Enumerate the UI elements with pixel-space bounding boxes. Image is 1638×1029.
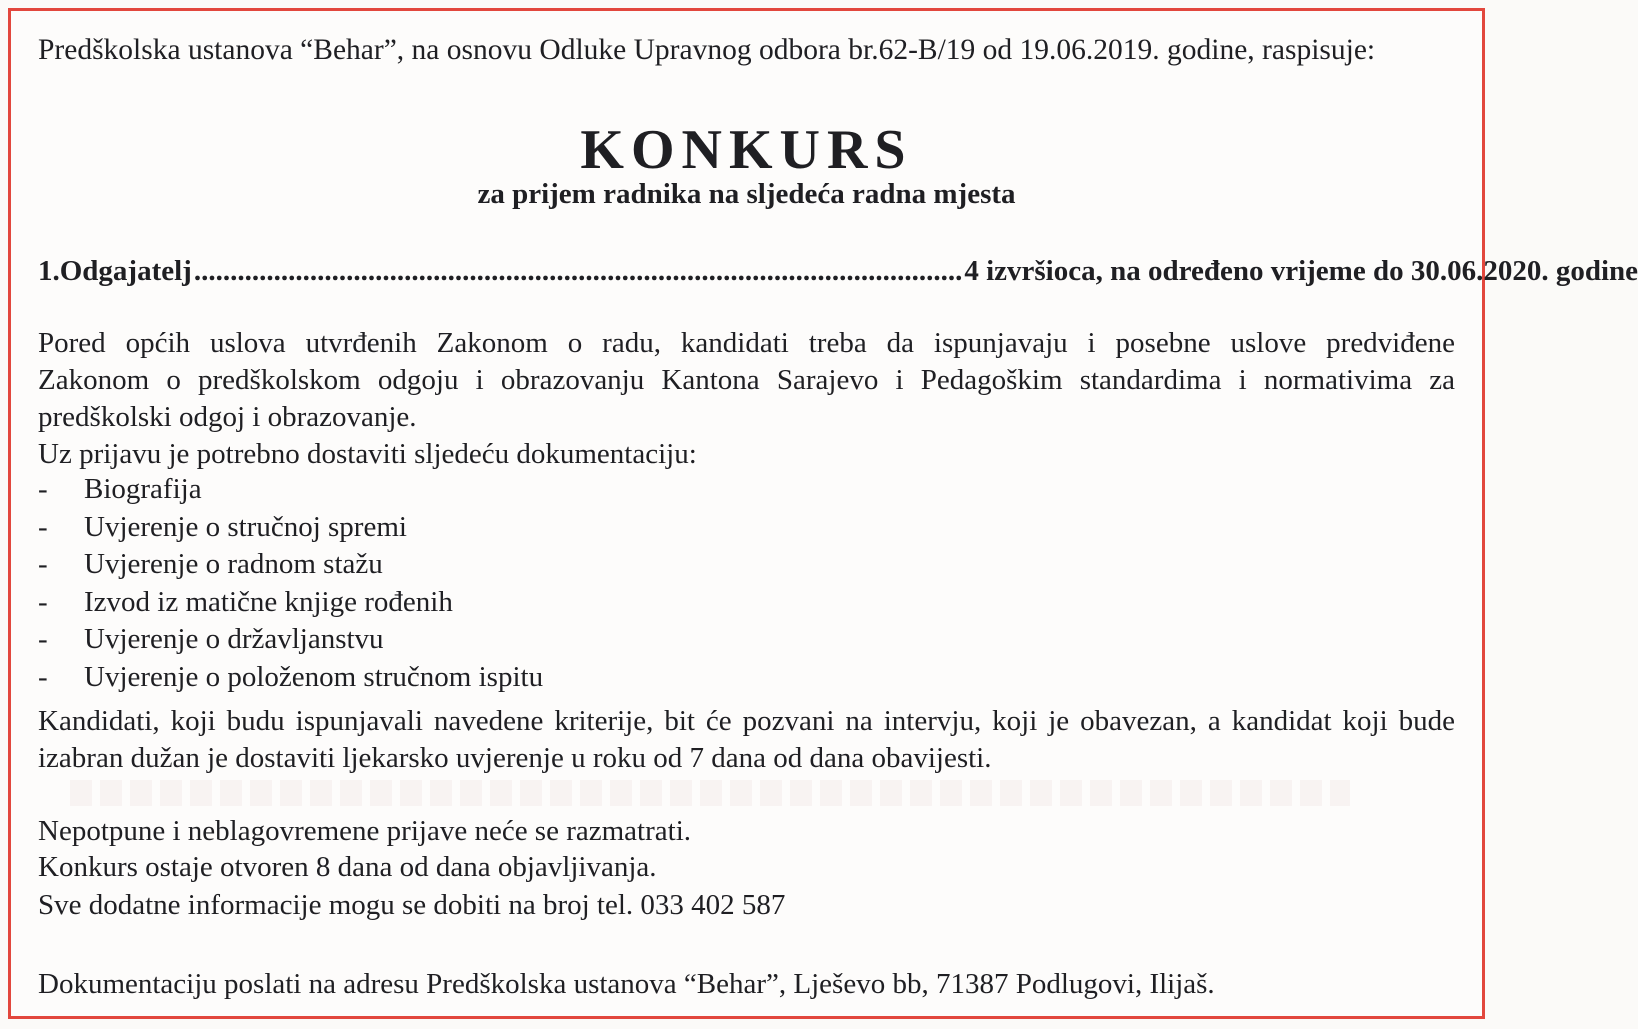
conditions-line: Pored općih uslova utvrđenih Zakonom o radu, kandidati treba da ispunjavaju i posebne uslove predviđene <box>38 327 1455 359</box>
list-item <box>38 584 543 622</box>
bullet-dash: - <box>38 510 48 543</box>
position-name: Odgajatelj <box>59 255 192 287</box>
document-title: KONKURS <box>580 119 913 181</box>
document-item: Biografija <box>84 473 202 505</box>
position-leader-dots: .......................................................................................................... <box>193 255 963 287</box>
bullet-dash: - <box>38 623 48 655</box>
position-number: 1. <box>38 255 60 287</box>
documents-list <box>38 471 543 696</box>
note-open-period: Konkurs ostaje otvoren 8 dana od dana objavljivanja. <box>38 851 657 883</box>
document-item: Uvjerenje o stručnoj spremi <box>84 510 407 543</box>
note-incomplete: Nepotpune i neblagovremene prijave neće se razmatrati. <box>38 815 691 847</box>
list-item <box>38 621 543 659</box>
interview-line: izabran dužan je dostaviti ljekarsko uvjerenje u roku od 7 dana od dana obavijesti. <box>38 742 992 774</box>
interview-paragraph <box>38 703 1455 777</box>
address-text: Dokumentaciju poslati na adresu Predškolska ustanova “Behar”, Lješevo bb, 71387 Podlugovi, Ilijaš. <box>38 968 1215 1000</box>
list-item <box>38 659 543 697</box>
document-subtitle: za prijem radnika na sljedeća radna mjesta <box>477 178 1016 210</box>
bullet-dash: - <box>38 660 48 693</box>
document-item: Uvjerenje o radnom stažu <box>84 548 383 580</box>
note-contact-phone: Sve dodatne informacije mogu se dobiti na broj tel. 033 402 587 <box>38 889 786 921</box>
bullet-dash: - <box>38 548 48 580</box>
list-item <box>38 509 543 547</box>
bullet-dash: - <box>38 473 48 505</box>
conditions-line: predškolski odgoj i obrazovanje. <box>38 401 417 433</box>
document-item: Izvod iz matične knjige rođenih <box>84 585 453 618</box>
bullet-dash: - <box>38 585 48 618</box>
document-item: Uvjerenje o položenom stručnom ispitu <box>84 660 544 693</box>
interview-line: Kandidati, koji budu ispunjavali navedene kriterije, bit će pozvani na intervju, koji je obavezan, a kandidat koji bude <box>38 705 1455 737</box>
list-item <box>38 546 543 584</box>
conditions-paragraph <box>38 325 1455 473</box>
document-item: Uvjerenje o državljanstvu <box>84 623 384 655</box>
documents-intro: Uz prijavu je potrebno dostaviti sljedeću dokumentaciju: <box>38 438 697 470</box>
intro-text: Predškolska ustanova “Behar”, na osnovu Odluke Upravnog odbora br.62-B/19 od 19.06.2019. godine, raspisuje: <box>38 34 1376 66</box>
job-position <box>38 253 1638 289</box>
list-item <box>38 471 543 509</box>
conditions-line: Zakonom o predškolskom odgoju i obrazovanju Kantona Sarajevo i Pedagoškim standardima i normativima za <box>38 364 1455 396</box>
position-details: 4 izvršioca, na određeno vrijeme do 30.06.2020. godine <box>964 255 1638 287</box>
